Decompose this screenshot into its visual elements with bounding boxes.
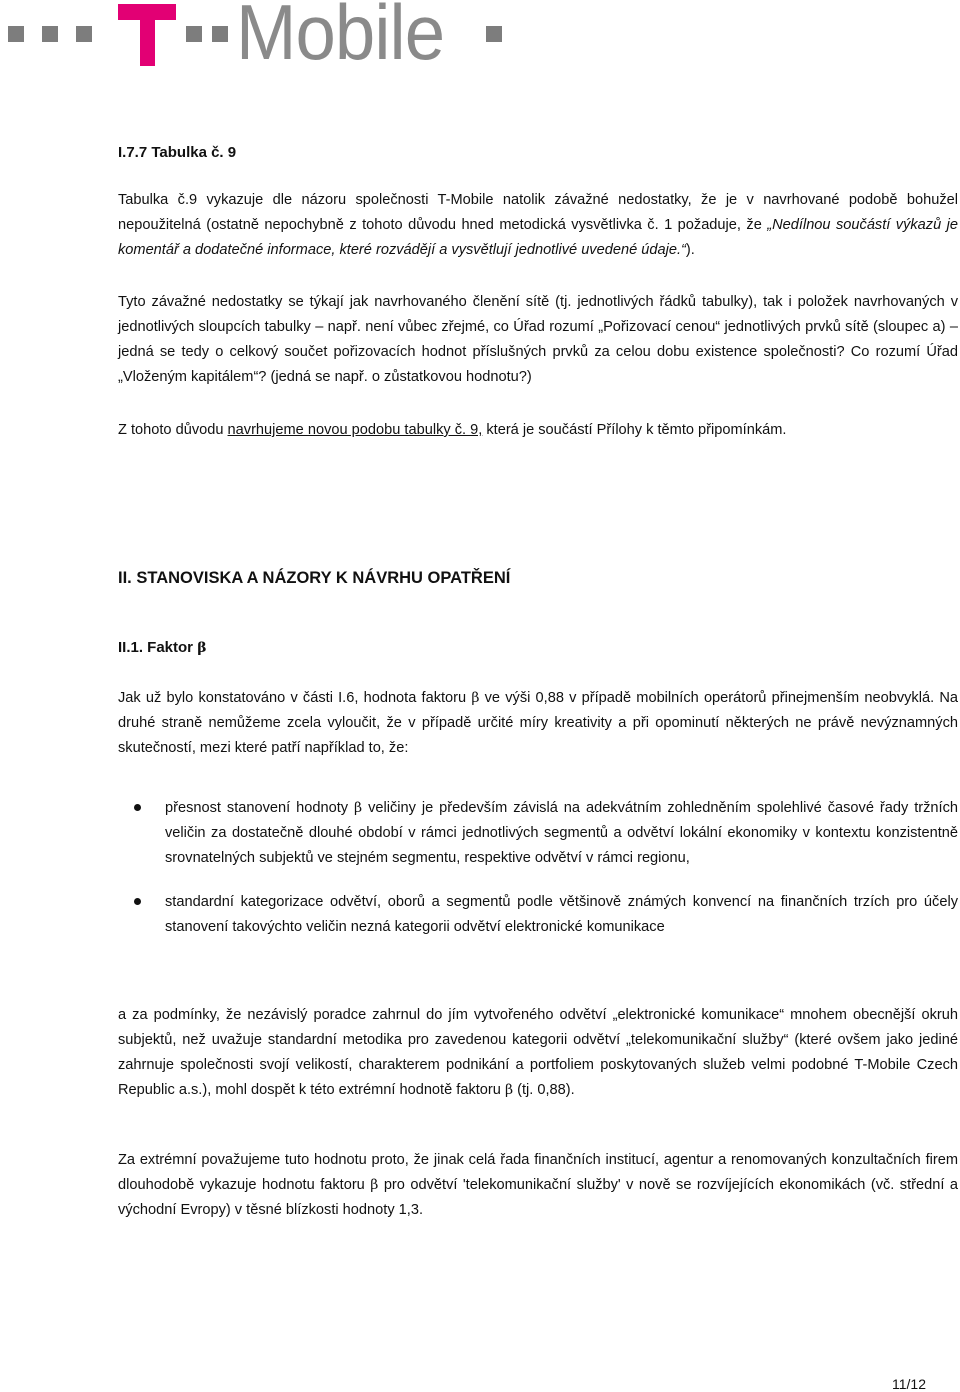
logo-dot (186, 26, 202, 42)
section-heading-i77: I.7.7 Tabulka č. 9 (118, 144, 237, 161)
text-run: ). (685, 242, 695, 258)
logo-dot (76, 26, 92, 42)
paragraph-beta-value (118, 686, 958, 761)
list-item: standardní kategorizace odvětví, oborů a segmentů podle většinově známých konvencí na finančních trzích pro účely stanovení takovýchto veličin nezná kategorii odvětví elektronické komunikace (165, 894, 958, 935)
beta-symbol: β (197, 640, 207, 656)
beta-symbol: β (504, 1082, 514, 1098)
logo-t-stem (140, 4, 155, 66)
paragraph-tabulka-intro (118, 188, 958, 263)
text-run: a za podmínky, že nezávislý poradce zahrnul do jím vytvořeného odvětví „elektronické komunikace“ mnohem obecnější okruh subjektů, než uvažuje standardní metodika pro zavedenou kategorii odvětví „telekomunikační služby“ (které ovšem jako jediné zahrnuje společnosti svojí velikostí, charakterem podnikání a portfoliem poskytovaných služeb velmi podobné T-Mobile Czech Republic a.s.), mohl dospět k této extrémní hodnotě faktoru (118, 1007, 958, 1098)
section-heading-ii: II. STANOVISKA A NÁZORY K NÁVRHU OPATŘENÍ (118, 569, 511, 587)
subheading-faktor-beta (118, 635, 958, 661)
bullet-icon (134, 898, 141, 905)
list-item (165, 796, 958, 871)
paragraph-navrh (118, 418, 958, 443)
beta-symbol: β (354, 800, 363, 816)
logo-dot (8, 26, 24, 42)
text-run: (tj. 0,88). (513, 1082, 575, 1098)
text-run: ve výši 0,88 v případě mobilních operátorů přinejmenším neobvyklá. Na druhé straně nemůžeme zcela vyloučit, že v případě určité míry kreativity a při opominutí některých ne právě nevýznamných skutečností, mezi které patří například to, že: (118, 690, 958, 756)
paragraph-poradce (118, 1003, 958, 1103)
text-run: Tabulka č.9 vykazuje dle názoru společnosti T-Mobile natolik závažné nedostatky, že je v navrhované podobě bohužel nepoužitelná (ostatně nepochybně z tohoto důvodu hned metodická vysvětlivka č. 1 požaduje, že (118, 192, 958, 233)
t-mobile-logo (0, 0, 520, 76)
logo-dot (42, 26, 58, 42)
quoted-italic-text: „Nedílnou součástí výkazů je komentář a dodatečné informace, které rozvádějí a vysvětlují jednotlivé uvedené údaje.“ (118, 217, 959, 258)
text-run: Za extrémní považujeme tuto hodnotu proto, že jinak celá řada finančních institucí, agentur a renomovaných konzultačních firem dlouhodobě vykazuje hodnotu faktoru (118, 1152, 958, 1193)
text-run: přesnost stanovení hodnoty (165, 800, 355, 816)
bullet-icon (134, 804, 141, 811)
beta-symbol: β (370, 1177, 379, 1193)
logo-wordmark: Mobile (236, 0, 445, 76)
beta-symbol: β (471, 690, 480, 706)
text-run: která je součástí Přílohy k těmto připomínkám. (482, 422, 787, 438)
text-run: II.1. Faktor (118, 639, 198, 656)
text-run: Jak už bylo konstatováno v části I.6, hodnota faktoru (118, 690, 472, 706)
logo-dot (212, 26, 228, 42)
page-number: 11/12 (892, 1376, 926, 1392)
paragraph-nedostatky: Tyto závažné nedostatky se týkají jak navrhovaného členění sítě (tj. jednotlivých řádků tabulky), tak i položek navrhovaných v jednotlivých sloupcích tabulky – např. není vůbec zřejmé, co Úřad rozumí „Pořizovací cenou“ jednotlivých prvků sítě (sloupec a) – jedná se tedy o celkový součet pořizovacích hodnot příslušných prvků za celou dobu existence společnosti? Co rozumí Úřad „Vloženým kapitálem“? (jedná se např. o zůstatkovou hodnotu?) (118, 294, 958, 385)
text-run: veličiny je především závislá na adekvátním zohledněním spolehlivé časové řady tržních veličin za dostatečně dlouhé období v rámci jednotlivých segmentů a odvětví lokální ekonomiky v kontextu konzistentně srovnatelných subjektů ve stejném segmentu, respektive odvětví v rámci regionu, (165, 800, 958, 866)
text-run: pro odvětví 'telekomunikační služby' v nově se rozvíjejících ekonomikách (vč. střední a východní Evropy) v těsné blízkosti hodnoty 1,3. (118, 1177, 958, 1218)
text-run: Z tohoto důvodu (118, 422, 228, 438)
paragraph-extremni (118, 1148, 958, 1223)
underlined-text: navrhujeme novou podobu tabulky č. 9, (227, 422, 483, 438)
logo-dot (486, 26, 502, 42)
